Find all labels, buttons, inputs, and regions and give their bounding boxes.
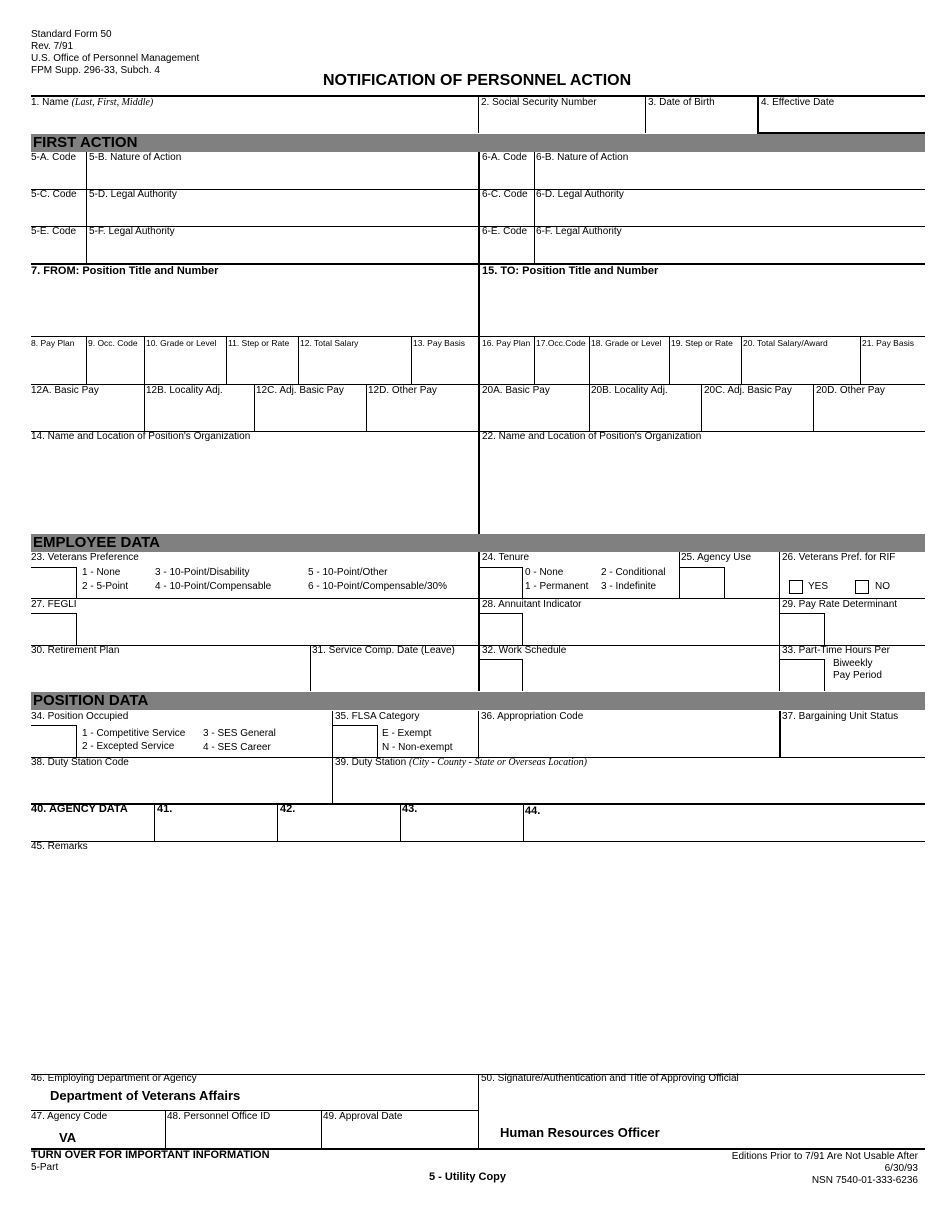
divider (824, 659, 825, 691)
from-position-label: 7. FROM: Position Title and Number (31, 265, 219, 277)
divider (522, 613, 523, 645)
to-position-label: 15. TO: Position Title and Number (482, 265, 659, 277)
first-action-heading: FIRST ACTION (33, 134, 138, 151)
form-id-line-2: Rev. 7/91 (31, 41, 74, 52)
field-10-label: 10. Grade or Level (146, 338, 217, 348)
field-20d-label: 20D. Other Pay (816, 385, 885, 396)
field-20b-label: 20B. Locality Adj. (591, 385, 668, 396)
field-21-label: 21. Pay Basis (862, 338, 914, 348)
field-32-label: 32. Work Schedule (482, 645, 567, 656)
divider (400, 803, 401, 841)
divider (757, 95, 759, 133)
rule (679, 567, 724, 568)
divider (679, 552, 680, 598)
vet-opt-1: 1 - None (82, 567, 121, 578)
field-6d-label: 6-D. Legal Authority (536, 189, 624, 200)
part-count: 5-Part (31, 1162, 59, 1173)
divider (779, 552, 780, 598)
field-5f-label: 5-F. Legal Authority (89, 226, 175, 237)
center-divider (478, 552, 480, 691)
field-19-label: 19. Step or Rate (671, 338, 733, 348)
field-33-biweekly: Biweekly (833, 658, 873, 669)
divider (724, 567, 725, 598)
rule (31, 841, 925, 842)
form-id-line-1: Standard Form 50 (31, 29, 112, 40)
divider (366, 384, 367, 431)
rule (31, 567, 76, 568)
divider (860, 336, 861, 384)
field-6e-label: 6-E. Code (482, 226, 528, 237)
occ-opt-4: 4 - SES Career (203, 742, 271, 753)
vet-opt-3: 3 - 10-Point/Disability (155, 567, 250, 578)
divider (522, 567, 523, 598)
divider (589, 336, 590, 384)
field-40-label: 40. AGENCY DATA (31, 803, 128, 815)
field-38-label: 38. Duty Station Code (31, 757, 129, 768)
divider (144, 336, 145, 384)
field-12c-label: 12C. Adj. Basic Pay (256, 385, 344, 396)
field-17-label: 17.Occ.Code (536, 338, 586, 348)
rule (31, 613, 76, 614)
vet-opt-5: 5 - 10-Point/Other (308, 567, 388, 578)
field-41-label: 41. (157, 803, 173, 815)
field-13-label: 13. Pay Basis (413, 338, 465, 348)
divider (144, 384, 145, 431)
field-48-label: 48. Personnel Office ID (167, 1111, 271, 1122)
rule (479, 567, 522, 568)
rule (31, 336, 925, 337)
divider (589, 384, 590, 431)
rif-yes-label: YES (808, 581, 829, 592)
field-5a-label: 5-A. Code (31, 152, 77, 163)
employee-data-heading: EMPLOYEE DATA (33, 534, 160, 551)
tenure-opt-3: 3 - Indefinite (601, 581, 657, 592)
divider (310, 645, 311, 691)
field-50-label: 50. Signature/Authentication and Title of Approving Official (481, 1073, 739, 1084)
field-36-label: 36. Appropriation Code (481, 711, 584, 722)
field-12-label: 12. Total Salary (300, 338, 359, 348)
divider (226, 336, 227, 384)
divider (277, 803, 278, 841)
ssn-field-label: 2. Social Security Number (481, 97, 597, 108)
occ-opt-1: 1 - Competitive Service (82, 728, 186, 739)
tenure-opt-1: 1 - Permanent (525, 581, 589, 592)
field-24-label: 24. Tenure (482, 552, 530, 563)
field-8-label: 8. Pay Plan (31, 338, 75, 348)
field-29-label: 29. Pay Rate Determinant (782, 599, 898, 610)
field-16-label: 16. Pay Plan (482, 338, 531, 348)
field-12b-label: 12B. Locality Adj. (146, 385, 223, 396)
divider (321, 1110, 322, 1148)
rule (779, 613, 824, 614)
field-43-label: 43. (402, 803, 418, 815)
tenure-opt-0: 0 - None (525, 567, 564, 578)
field-23-label: 23. Veterans Preference (31, 552, 139, 563)
field-28-label: 28. Annuitant Indicator (482, 599, 582, 610)
field-30-label: 30. Retirement Plan (31, 645, 120, 656)
rule (479, 613, 522, 614)
employing-agency-value: Department of Veterans Affairs (50, 1088, 241, 1103)
form-title: NOTIFICATION OF PERSONNEL ACTION (323, 72, 632, 89)
vet-opt-4: 4 - 10-Point/Compensable (155, 581, 272, 592)
divider (254, 384, 255, 431)
rif-yes-checkbox[interactable] (789, 580, 803, 594)
field-5c-label: 5-C. Code (31, 189, 77, 200)
divider (298, 336, 299, 384)
divider (411, 336, 412, 384)
agency-code-value: VA (59, 1130, 77, 1145)
divider (76, 725, 77, 757)
divider (478, 1074, 479, 1148)
field-46-label: 46. Employing Department or Agency (31, 1073, 197, 1084)
field-20a-label: 20A. Basic Pay (482, 385, 550, 396)
field-37-label: 37. Bargaining Unit Status (782, 711, 899, 722)
field-14-label: 14. Name and Location of Position's Organization (31, 431, 251, 442)
vet-opt-2: 2 - 5-Point (82, 581, 129, 592)
divider (86, 152, 87, 263)
divider (522, 659, 523, 691)
form-id-line-3: U.S. Office of Personnel Management (31, 53, 200, 64)
field-44-label: 44. (525, 805, 541, 817)
center-divider (478, 152, 480, 534)
field-25-label: 25. Agency Use (681, 552, 752, 563)
position-data-bar (31, 692, 925, 710)
field-22-label: 22. Name and Location of Position's Organization (482, 431, 702, 442)
tenure-opt-2: 2 - Conditional (601, 567, 666, 578)
field-6f-label: 6-F. Legal Authority (536, 226, 622, 237)
nsn-number: NSN 7540-01-333-6236 (811, 1175, 918, 1186)
employee-data-bar (31, 534, 925, 552)
rule (332, 725, 377, 726)
field-5b-label: 5-B. Nature of Action (89, 152, 182, 163)
field-6b-label: 6-B. Nature of Action (536, 152, 629, 163)
dob-field-label: 3. Date of Birth (648, 97, 715, 108)
field-6a-label: 6-A. Code (482, 152, 528, 163)
rule (779, 659, 824, 660)
approving-official-title: Human Resources Officer (500, 1125, 660, 1140)
rif-no-label: NO (875, 581, 890, 592)
editions-line-1: Editions Prior to 7/91 Are Not Usable After (731, 1151, 918, 1162)
divider (377, 725, 378, 757)
divider (741, 336, 742, 384)
field-27-label: 27. FEGLI (31, 599, 77, 610)
field-47-label: 47. Agency Code (31, 1111, 108, 1122)
field-12d-label: 12D. Other Pay (368, 385, 437, 396)
divider (645, 95, 646, 133)
field-39-label: 39. Duty Station (City - County - State or Overseas Location) (335, 757, 587, 768)
first-action-bar (31, 134, 925, 152)
position-data-heading: POSITION DATA (33, 692, 149, 709)
flsa-opt-n: N - Non-exempt (382, 742, 453, 753)
divider (534, 152, 535, 263)
rif-no-checkbox[interactable] (855, 580, 869, 594)
divider (165, 1110, 166, 1148)
copy-designation: 5 - Utility Copy (429, 1171, 507, 1183)
field-26-label: 26. Veterans Pref. for RIF (782, 552, 896, 563)
field-5d-label: 5-D. Legal Authority (89, 189, 177, 200)
divider (523, 803, 524, 841)
field-11-label: 11. Step or Rate (228, 338, 290, 348)
field-45-label: 45. Remarks (31, 841, 88, 852)
rule (31, 725, 76, 726)
divider (824, 613, 825, 645)
occ-opt-2: 2 - Excepted Service (82, 741, 175, 752)
field-33-pay-period: Pay Period (833, 670, 882, 681)
field-6c-label: 6-C. Code (482, 189, 528, 200)
rule (479, 659, 522, 660)
divider (534, 336, 535, 384)
divider (154, 803, 155, 841)
occ-opt-3: 3 - SES General (203, 728, 276, 739)
name-field-label: 1. Name (Last, First, Middle) (31, 97, 154, 108)
form-id-line-4: FPM Supp. 296-33, Subch. 4 (31, 65, 160, 76)
field-31-label: 31. Service Comp. Date (Leave) (312, 645, 455, 656)
field-33-label: 33. Part-Time Hours Per (782, 645, 890, 656)
field-20c-label: 20C. Adj. Basic Pay (704, 385, 792, 396)
field-34-label: 34. Position Occupied (31, 711, 129, 722)
divider (478, 711, 479, 757)
divider (669, 336, 670, 384)
turn-over-notice: TURN OVER FOR IMPORTANT INFORMATION (31, 1149, 270, 1161)
field-42-label: 42. (280, 803, 296, 815)
field-49-label: 49. Approval Date (323, 1111, 403, 1122)
divider (779, 711, 781, 757)
divider (701, 384, 702, 431)
divider (76, 613, 77, 645)
flsa-opt-e: E - Exempt (382, 728, 432, 739)
divider (478, 95, 479, 133)
field-9-label: 9. Occ. Code (88, 338, 138, 348)
field-20-label: 20. Total Salary/Award (743, 338, 828, 348)
field-18-label: 18. Grade or Level (591, 338, 662, 348)
divider (76, 567, 77, 598)
editions-line-2: 6/30/93 (884, 1163, 918, 1174)
field-5e-label: 5-E. Code (31, 226, 77, 237)
divider (813, 384, 814, 431)
field-12a-label: 12A. Basic Pay (31, 385, 99, 396)
effective-date-label: 4. Effective Date (761, 97, 835, 108)
vet-opt-6: 6 - 10-Point/Compensable/30% (308, 581, 447, 592)
field-35-label: 35. FLSA Category (335, 711, 420, 722)
divider (86, 336, 87, 384)
